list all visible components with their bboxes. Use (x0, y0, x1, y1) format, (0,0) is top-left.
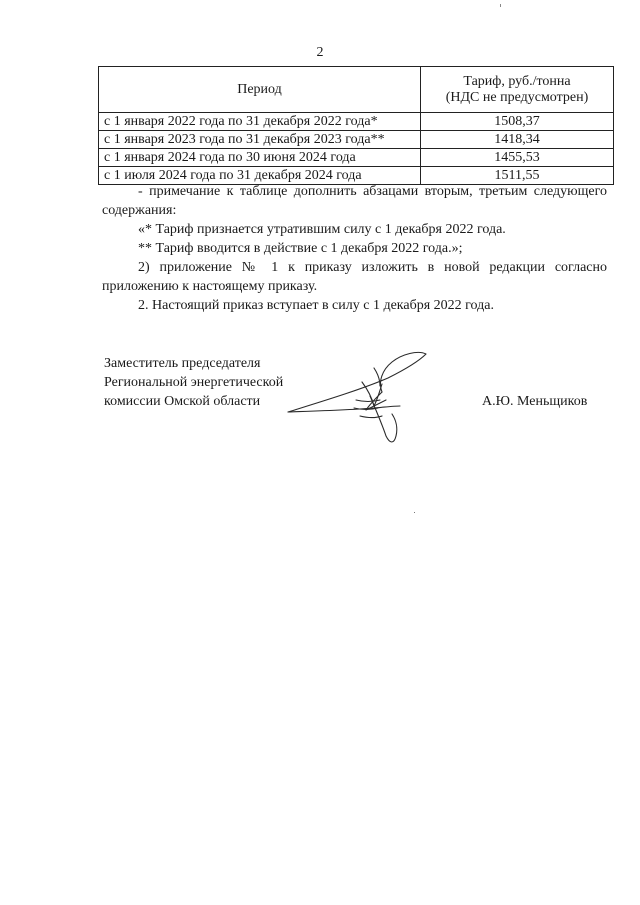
page-number: 2 (316, 45, 324, 60)
position-line-1: Заместитель председателя (104, 356, 261, 371)
row-period: с 1 января 2022 года по 31 декабря 2022 года* (99, 113, 421, 131)
effective-date-paragraph: 2. Настоящий приказ вступает в силу с 1 декабря 2022 года. (138, 298, 494, 313)
header-tariff-line1: Тариф, руб./тонна (463, 73, 571, 89)
header-period: Период (99, 67, 421, 113)
table-row (99, 131, 614, 149)
row-period: с 1 января 2024 года по 30 июня 2024 года (99, 149, 421, 167)
row-period: с 1 января 2023 года по 31 декабря 2023 года** (99, 131, 421, 149)
signer-position (104, 354, 283, 411)
table-header-row (99, 67, 614, 113)
scan-dot (414, 512, 415, 513)
position-line-3: комиссии Омской области (104, 394, 261, 409)
tariff-table (98, 66, 614, 185)
header-tariff (421, 67, 614, 113)
row-value: 1455,53 (421, 149, 614, 167)
row-value: 1508,37 (421, 113, 614, 131)
item-2-paragraph: 2) приложение № 1 к приказу изложить в новой редакции согласно приложению к настоящему приказу. (102, 260, 607, 294)
note-2-paragraph: ** Тариф вводится в действие с 1 декабря 2022 года.»; (138, 241, 463, 256)
position-line-2: Региональной энергетической (104, 375, 284, 390)
handwritten-signature (270, 340, 440, 450)
signer-name: А.Ю. Меньщиков (482, 394, 588, 409)
table-row (99, 149, 614, 167)
row-value: 1511,55 (421, 167, 614, 185)
note-intro-paragraph: - примечание к таблице дополнить абзацами вторым, третьим следующего содержания: (102, 184, 607, 218)
note-1-paragraph: «* Тариф признается утратившим силу с 1 декабря 2022 года. (138, 222, 506, 237)
scan-mark (500, 4, 501, 7)
row-value: 1418,34 (421, 131, 614, 149)
header-tariff-line2: (НДС не предусмотрен) (445, 89, 589, 105)
row-period: с 1 июля 2024 года по 31 декабря 2024 года (99, 167, 421, 185)
table-row (99, 113, 614, 131)
